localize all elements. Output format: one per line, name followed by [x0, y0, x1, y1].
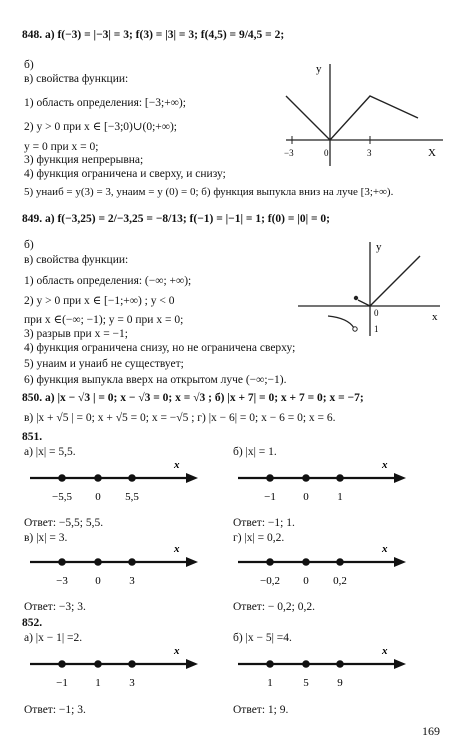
number-line-851a-point-2: [128, 474, 136, 482]
problem-850-line1: 850. а) |x − √3 | = 0; x − √3 = 0; x = √3 ; б) |x + 7| = 0; x + 7 = 0; x = −7;: [22, 392, 364, 404]
number-line-851a-tick-label-0: −5,5: [52, 491, 72, 503]
problem-848-item2: 2) y > 0 при x ∈ [−3;0)∪(0;+∞);: [24, 121, 177, 133]
problem-848-item3: 3) функция непрерывна;: [24, 154, 144, 166]
number-line-851g: [232, 544, 412, 592]
number-line-852b-tick-label-1: 5: [303, 677, 309, 689]
number-line-851v-arrow: [186, 557, 198, 567]
problem-849-item2b: при x ∈(−∞; −1); y = 0 при x = 0;: [24, 314, 184, 326]
graph-849-y-label: y: [376, 241, 382, 253]
number-line-851g-tick-label-0: −0,2: [260, 575, 280, 587]
problem-852-a-answer: Ответ: −1; 3.: [24, 704, 86, 716]
graph-849: [292, 236, 448, 340]
page-number: 169: [422, 724, 440, 738]
problem-849-header: 849. а) f(−3,25) = 2/−3,25 = −8/13; f(−1) = |−1| = 1; f(0) = |0| = 0;: [22, 213, 331, 225]
graph-848: [278, 58, 448, 170]
number-line-851v-tick-label-0: −3: [56, 575, 68, 587]
problem-851-g-eq: г) |x| = 0,2.: [233, 532, 285, 544]
problem-848-b: б): [24, 59, 34, 71]
number-line-852a: [24, 646, 204, 694]
number-line-851a-arrow: [186, 473, 198, 483]
number-line-851v-point-1: [94, 558, 102, 566]
graph-848-tick-0: 0: [324, 148, 329, 158]
problem-849-item1: 1) область определения: (−∞; +∞);: [24, 275, 192, 287]
number-line-851v-axis-label: x: [174, 544, 180, 555]
number-line-852b-axis-label: x: [382, 646, 388, 657]
number-line-851v-point-2: [128, 558, 136, 566]
number-line-851b-point-1: [302, 474, 310, 482]
problem-851-v-answer: Ответ: −3; 3.: [24, 601, 86, 613]
number-line-851g-point-1: [302, 558, 310, 566]
number-line-852b-point-2: [336, 660, 344, 668]
number-line-852a-point-1: [94, 660, 102, 668]
number-line-851a: [24, 460, 204, 508]
problem-852-b-answer: Ответ: 1; 9.: [233, 704, 289, 716]
number-line-851v-point-0: [58, 558, 66, 566]
number-line-852a-tick-label-0: −1: [56, 677, 68, 689]
number-line-852b-tick-label-0: 1: [267, 677, 273, 689]
problem-849-item3: 3) разрыв при x = −1;: [24, 328, 128, 340]
problem-851-b-eq: б) |x| = 1.: [233, 446, 277, 458]
problem-851-g-answer: Ответ: − 0,2; 0,2.: [233, 601, 315, 613]
problem-849-v: в) свойства функции:: [24, 254, 129, 266]
problem-848-v: в) свойства функции:: [24, 73, 129, 85]
problem-848-header: 848. а) f(−3) = |−3| = 3; f(3) = |3| = 3; f(4,5) = 9/4,5 = 2;: [22, 29, 285, 41]
problem-849-item2: 2) y > 0 при x ∈ [−1;+∞) ; y < 0: [24, 295, 175, 307]
number-line-851v-tick-label-1: 0: [95, 575, 101, 587]
problem-851-a-answer: Ответ: −5,5; 5,5.: [24, 517, 104, 529]
number-line-851b-point-2: [336, 474, 344, 482]
number-line-851g-point-2: [336, 558, 344, 566]
number-line-851g-point-0: [266, 558, 274, 566]
problem-852-header: 852.: [22, 617, 43, 629]
problem-849-b: б): [24, 239, 34, 251]
number-line-851g-arrow: [394, 557, 406, 567]
number-line-852b-point-0: [266, 660, 274, 668]
problem-848-item5: 5) yнаиб = y(3) = 3, yнаим = y (0) = 0; б) функция выпукла вниз на луче [3;+∞).: [24, 186, 394, 198]
number-line-851b-tick-label-0: −1: [264, 491, 276, 503]
number-line-851g-axis-label: x: [382, 544, 388, 555]
problem-852-b-eq: б) |x − 5| =4.: [233, 632, 292, 644]
number-line-852a-arrow: [186, 659, 198, 669]
problem-848-item4: 4) функция ограничена и сверху, и снизу;: [24, 168, 226, 180]
number-line-851a-axis-label: x: [174, 460, 180, 471]
number-line-852b: [232, 646, 412, 694]
problem-848-item1: 1) область определения: [−3;+∞);: [24, 97, 186, 109]
graph-849-tick-0: 0: [374, 308, 379, 318]
graph-848-tick-m3: −3: [284, 148, 294, 158]
number-line-851a-tick-label-1: 0: [95, 491, 101, 503]
number-line-851b-tick-label-2: 1: [337, 491, 343, 503]
problem-851-a-eq: а) |x| = 5,5.: [24, 446, 76, 458]
number-line-852b-arrow: [394, 659, 406, 669]
number-line-851v-tick-label-2: 3: [129, 575, 135, 587]
number-line-851g-tick-label-1: 0: [303, 575, 309, 587]
number-line-851b-tick-label-1: 0: [303, 491, 309, 503]
number-line-851b-axis-label: x: [382, 460, 388, 471]
problem-848-item2b: y = 0 при x = 0;: [24, 141, 99, 153]
problem-851-header: 851.: [22, 431, 43, 443]
number-line-852a-axis-label: x: [174, 646, 180, 657]
graph-848-y-label: y: [316, 63, 322, 75]
number-line-852b-tick-label-2: 9: [337, 677, 343, 689]
number-line-851g-tick-label-2: 0,2: [333, 575, 347, 587]
graph-849-x-label: x: [432, 311, 438, 323]
number-line-852a-tick-label-1: 1: [95, 677, 101, 689]
number-line-851b-arrow: [394, 473, 406, 483]
number-line-851v: [24, 544, 204, 592]
graph-849-tick-1: 1: [374, 324, 379, 334]
number-line-851b-point-0: [266, 474, 274, 482]
number-line-852a-tick-label-2: 3: [129, 677, 135, 689]
number-line-851a-tick-label-2: 5,5: [125, 491, 139, 503]
graph-848-tick-3: 3: [367, 148, 372, 158]
number-line-852b-point-1: [302, 660, 310, 668]
graph-848-x-label: X: [428, 147, 436, 159]
problem-849-item6: 6) функция выпукла вверх на открытом луче (−∞;−1).: [24, 374, 287, 386]
problem-852-a-eq: а) |x − 1| =2.: [24, 632, 83, 644]
problem-849-item4: 4) функция ограничена снизу, но не ограничена сверху;: [24, 342, 296, 354]
problem-850-line2: в) |x + √5 | = 0; x + √5 = 0; x = −√5 ; г) |x − 6| = 0; x − 6 = 0; x = 6.: [24, 412, 336, 424]
problem-849-item5: 5) yнаим и yнаиб не существует;: [24, 358, 184, 370]
number-line-852a-point-0: [58, 660, 66, 668]
problem-851-v-eq: в) |x| = 3.: [24, 532, 68, 544]
number-line-851b: [232, 460, 412, 508]
number-line-851a-point-1: [94, 474, 102, 482]
number-line-852a-point-2: [128, 660, 136, 668]
number-line-851a-point-0: [58, 474, 66, 482]
problem-851-b-answer: Ответ: −1; 1.: [233, 517, 295, 529]
